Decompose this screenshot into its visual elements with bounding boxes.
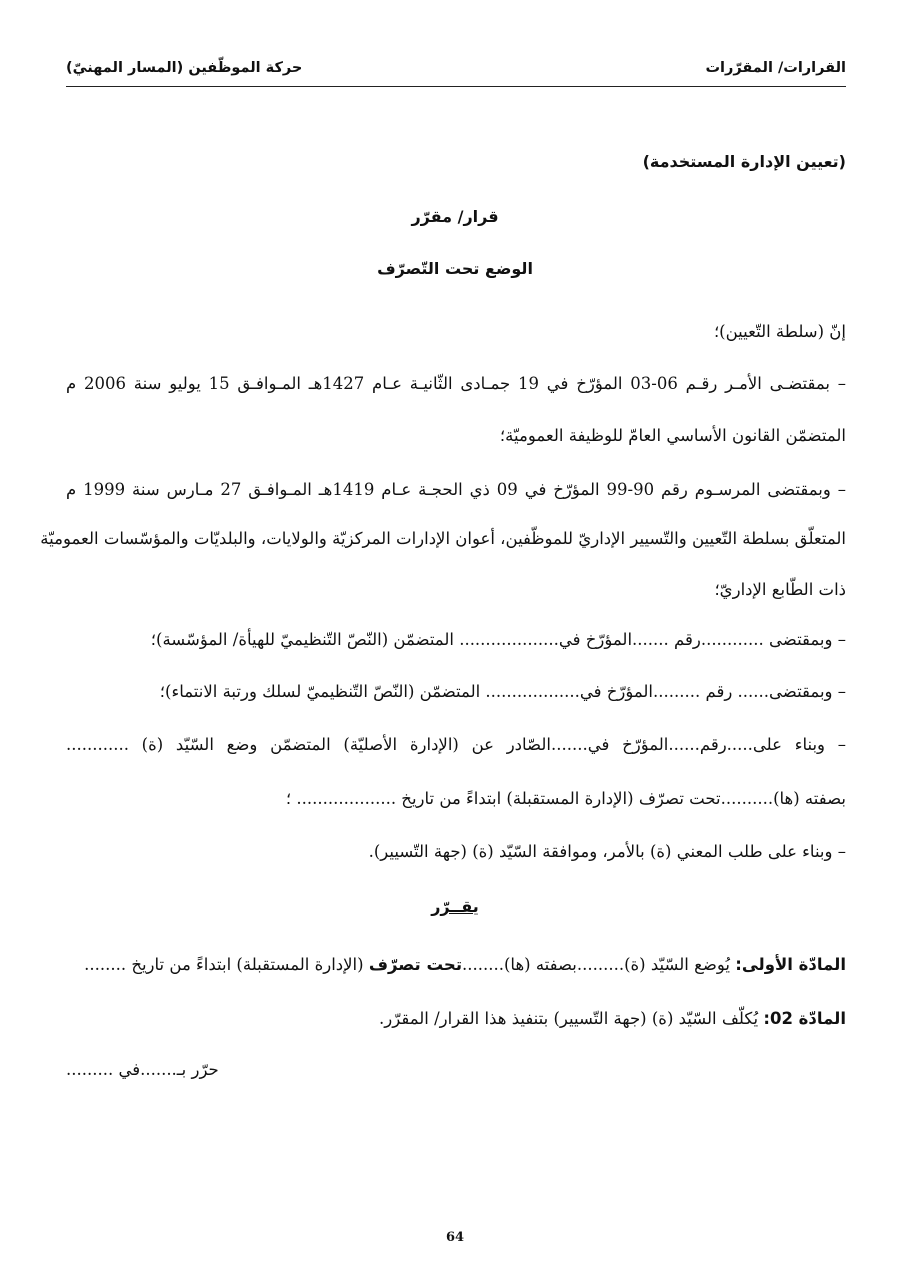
signature-line: حرّر بـ.......في ......... bbox=[66, 1060, 219, 1079]
header-section-title: القرارات/ المقرّرات bbox=[705, 60, 846, 76]
decision-subject: الوضع تحت التّصرّف bbox=[377, 259, 533, 278]
article-1-text-b: (الإدارة المستقبلة) ابتداءً من تاريخ ........ bbox=[84, 955, 364, 974]
page-number: 64 bbox=[445, 1230, 465, 1245]
recital-2-line-2: المتعلّق بسلطة التّعيين والتّسيير الإداريّ للموظّفين، أعوان الإدارات المركزيّة والولايات، والبلديّات والمؤسّسات العموميّة bbox=[40, 529, 846, 548]
article-2-label: المادّة 02: bbox=[763, 1009, 846, 1028]
recital-2-line-1: – وبمقتضى المرسـوم رقم 90-99 المؤرّخ في 09 ذي الحجـة عـام 1419هـ المـوافـق 27 مـارس سنة 1999 م bbox=[66, 480, 846, 499]
article-1-label: المادّة الأولى: bbox=[735, 955, 846, 974]
header-chapter-title: حركة الموظّفين (المسار المهنيّ) bbox=[66, 60, 303, 76]
recital-6: – وبناء على طلب المعني (ة) بالأمر، وموافقة السّيّد (ة) (جهة التّسيير). bbox=[368, 842, 846, 861]
article-1-bold-phrase: تحت تصرّف bbox=[368, 955, 463, 974]
recital-2-line-3: ذات الطّابع الإداريّ؛ bbox=[714, 580, 846, 599]
running-header bbox=[66, 56, 846, 87]
section-heading: (تعيين الإدارة المستخدمة) bbox=[642, 152, 846, 171]
recital-1-line-2: المتضمّن القانون الأساسي العامّ للوظيفة العموميّة؛ bbox=[499, 426, 846, 445]
article-1 bbox=[66, 953, 846, 977]
authority-line: إنّ (سلطة التّعيين)؛ bbox=[713, 322, 846, 341]
recital-1-line-1: – بمقتضـى الأمـر رقـم 06-03 المؤرّخ في 19 جمـادى الثّانيـة عـام 1427هـ المـوافـق 15 يوليو سنة 2006 م bbox=[66, 374, 846, 393]
recital-4: – وبمقتضى...... رقم .........المؤرّخ في.................. المتضمّن (النّصّ التّنظيميّ لسلك ورتبة الانتماء)؛ bbox=[159, 682, 846, 701]
recital-5-line-1: – وبناء على.....رقم......المؤرّخ في.......الصّادر عن (الإدارة الأصليّة) المتضمّن وضع السّيّد (ة) ............ bbox=[66, 735, 846, 754]
recital-3: – وبمقتضى ............رقم .......المؤرّخ في................... المتضمّن (النّصّ التّنظيميّ للهيأة/ المؤسّسة)؛ bbox=[150, 630, 846, 649]
decision-label: قرار/ مقرّر bbox=[411, 207, 499, 226]
article-2 bbox=[66, 1007, 846, 1031]
decides-heading: يقــرّر bbox=[431, 897, 479, 916]
article-1-text-a: يُوضع السّيّد (ة).........بصفته (ها)........ bbox=[462, 955, 730, 974]
article-2-text: يُكلّف السّيّد (ة) (جهة التّسيير) بتنفيذ هذا القرار/ المقرّر. bbox=[379, 1009, 759, 1028]
recital-5-line-2: بصفته (ها)..........تحت تصرّف (الإدارة المستقبلة) ابتداءً من تاريخ ................... ؛ bbox=[285, 789, 846, 808]
